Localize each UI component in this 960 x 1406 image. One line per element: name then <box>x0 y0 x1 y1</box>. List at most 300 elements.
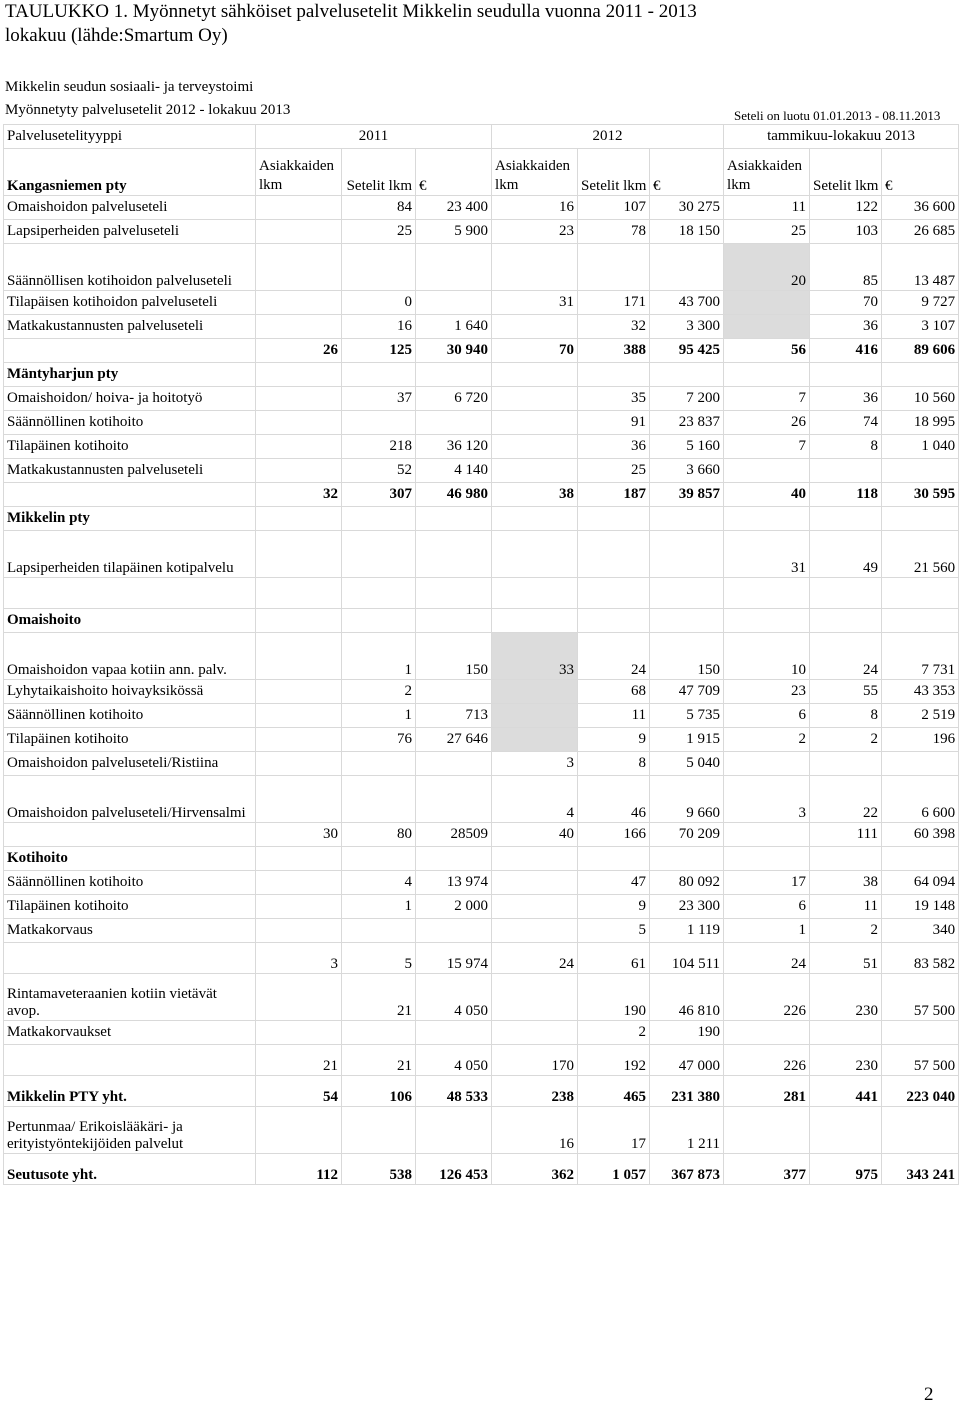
table-cell: 25 <box>724 220 810 244</box>
table-cell: 26 <box>256 339 342 363</box>
table-cell <box>650 363 724 387</box>
table-cell <box>342 578 416 609</box>
table-cell: 238 <box>492 1076 578 1107</box>
table-cell: 18 995 <box>882 411 959 435</box>
col-eur-label: € <box>419 178 427 194</box>
table-cell <box>492 531 578 578</box>
table-cell: 26 <box>724 411 810 435</box>
subtotal-row <box>4 1045 959 1076</box>
table-cell: 24 <box>810 633 882 680</box>
table-cell: 21 <box>342 974 416 1021</box>
table-cell: 39 857 <box>650 483 724 507</box>
table-cell: 28509 <box>416 823 492 847</box>
row-label: Matkakustannusten palveluseteli <box>4 459 256 483</box>
row-label: Matkakorvaus <box>4 919 256 943</box>
table-cell <box>724 1107 810 1154</box>
table-cell <box>650 244 724 291</box>
row-label <box>4 943 256 974</box>
table-cell <box>882 752 959 776</box>
table-cell <box>492 680 578 704</box>
table-cell: 11 <box>810 895 882 919</box>
row-label: Seutusote yht. <box>4 1154 256 1185</box>
table-cell <box>416 1021 492 1045</box>
table-cell: 16 <box>342 315 416 339</box>
table-cell <box>256 387 342 411</box>
subtotal-row <box>4 823 959 847</box>
table-cell: 1 040 <box>882 435 959 459</box>
table-cell <box>650 847 724 871</box>
table-cell: 70 <box>492 339 578 363</box>
table-cell: 5 900 <box>416 220 492 244</box>
table-cell: 5 040 <box>650 752 724 776</box>
table-cell <box>416 291 492 315</box>
table-cell <box>492 919 578 943</box>
row-label <box>4 1045 256 1076</box>
table-row <box>4 728 959 752</box>
table-cell <box>724 507 810 531</box>
table-cell: 218 <box>342 435 416 459</box>
table-cell: 5 160 <box>650 435 724 459</box>
table-cell <box>882 1021 959 1045</box>
table-cell: 1 119 <box>650 919 724 943</box>
table-cell: 343 241 <box>882 1154 959 1185</box>
table-cell: 13 487 <box>882 244 959 291</box>
table-cell: 30 940 <box>416 339 492 363</box>
table-cell: 25 <box>578 459 650 483</box>
table-row <box>4 1154 959 1185</box>
col-count-label: lkm <box>727 177 751 193</box>
table-row <box>4 387 959 411</box>
table-cell <box>342 507 416 531</box>
title-line-2: lokakuu (lähde:Smartum Oy) <box>5 25 228 46</box>
table-cell <box>492 728 578 752</box>
table-cell: 25 <box>342 220 416 244</box>
table-cell: 231 380 <box>650 1076 724 1107</box>
table-cell <box>492 578 578 609</box>
table-cell: 80 <box>342 823 416 847</box>
table-row <box>4 244 959 291</box>
table-row <box>4 1021 959 1045</box>
table-cell <box>416 776 492 823</box>
table-cell <box>256 871 342 895</box>
table-cell: 3 660 <box>650 459 724 483</box>
table-cell <box>416 578 492 609</box>
table-cell <box>810 363 882 387</box>
table-cell: 3 <box>256 943 342 974</box>
table-cell <box>882 1107 959 1154</box>
table-cell: 4 050 <box>416 974 492 1021</box>
table-cell: 2 <box>578 1021 650 1045</box>
table-cell: 9 660 <box>650 776 724 823</box>
row-label: Tilapäinen kotihoito <box>4 435 256 459</box>
col-clients-label: Asiakkaiden <box>495 158 571 174</box>
table-cell: 36 <box>810 387 882 411</box>
col-vouchers-label: Setelit lkm <box>346 178 412 194</box>
table-cell: 37 <box>342 387 416 411</box>
table-cell: 975 <box>810 1154 882 1185</box>
table-cell <box>256 895 342 919</box>
table-cell: 230 <box>810 974 882 1021</box>
table-row <box>4 704 959 728</box>
table-row <box>4 633 959 680</box>
table-cell <box>256 1107 342 1154</box>
table-cell: 57 500 <box>882 1045 959 1076</box>
table-cell: 23 300 <box>650 895 724 919</box>
table-row <box>4 1076 959 1107</box>
table-row <box>4 776 959 823</box>
row-label: Omaishoidon/ hoiva- ja hoitotyö <box>4 387 256 411</box>
row-label: Kotihoito <box>4 847 256 871</box>
table-cell: 23 400 <box>416 196 492 220</box>
table-cell <box>578 507 650 531</box>
column-header-vouchers <box>342 149 416 196</box>
table-cell <box>342 847 416 871</box>
table-cell <box>416 752 492 776</box>
table-cell <box>492 871 578 895</box>
table-cell: 192 <box>578 1045 650 1076</box>
table-cell <box>416 411 492 435</box>
table-cell <box>882 507 959 531</box>
table-cell: 11 <box>724 196 810 220</box>
table-cell: 4 <box>492 776 578 823</box>
table-cell: 8 <box>810 704 882 728</box>
col-count-label: lkm <box>495 177 519 193</box>
header-years-row <box>4 125 959 149</box>
table-cell: 46 980 <box>416 483 492 507</box>
table-cell: 31 <box>492 291 578 315</box>
year-header: 2011 <box>256 125 492 149</box>
year-header: tammikuu-lokakuu 2013 <box>724 125 959 149</box>
table-cell <box>256 244 342 291</box>
table-cell: 1 211 <box>650 1107 724 1154</box>
table-cell <box>650 531 724 578</box>
table-cell: 107 <box>578 196 650 220</box>
table-row <box>4 507 959 531</box>
table-cell: 36 120 <box>416 435 492 459</box>
table-cell <box>256 609 342 633</box>
table-cell <box>492 363 578 387</box>
table-row <box>4 609 959 633</box>
table-cell: 150 <box>650 633 724 680</box>
table-cell: 68 <box>578 680 650 704</box>
table-cell: 70 209 <box>650 823 724 847</box>
table-cell <box>882 363 959 387</box>
table-cell: 103 <box>810 220 882 244</box>
table-cell: 196 <box>882 728 959 752</box>
col-vouchers-label: Setelit lkm <box>581 178 647 194</box>
table-cell: 2 000 <box>416 895 492 919</box>
table-cell <box>256 459 342 483</box>
table-cell <box>342 1021 416 1045</box>
table-cell: 6 <box>724 895 810 919</box>
org-name: Mikkelin seudun sosiaali- ja terveystoimi <box>5 79 254 95</box>
table-cell <box>810 752 882 776</box>
table-cell <box>810 459 882 483</box>
table-cell: 30 <box>256 823 342 847</box>
table-cell: 5 <box>578 919 650 943</box>
table-cell: 2 <box>342 680 416 704</box>
table-cell: 190 <box>650 1021 724 1045</box>
table-cell: 35 <box>578 387 650 411</box>
table-cell: 47 <box>578 871 650 895</box>
table-cell: 89 606 <box>882 339 959 363</box>
table-cell: 7 <box>724 387 810 411</box>
table-cell: 21 560 <box>882 531 959 578</box>
col-eur-label: € <box>885 178 893 194</box>
row-label: Lapsiperheiden palveluseteli <box>4 220 256 244</box>
table-cell: 713 <box>416 704 492 728</box>
table-cell: 43 700 <box>650 291 724 315</box>
row-label: Matkakustannusten palveluseteli <box>4 315 256 339</box>
table-cell <box>882 459 959 483</box>
table-cell: 367 873 <box>650 1154 724 1185</box>
table-cell: 226 <box>724 974 810 1021</box>
table-cell: 441 <box>810 1076 882 1107</box>
table-cell <box>256 728 342 752</box>
column-header-clients <box>724 149 810 196</box>
table-cell: 10 560 <box>882 387 959 411</box>
table-cell <box>882 578 959 609</box>
table-cell: 76 <box>342 728 416 752</box>
table-cell: 38 <box>492 483 578 507</box>
row-label <box>4 339 256 363</box>
date-note: Seteli on luotu 01.01.2013 - 08.11.2013 <box>734 108 941 123</box>
table-row <box>4 895 959 919</box>
table-cell: 1 <box>342 633 416 680</box>
table-cell: 95 425 <box>650 339 724 363</box>
table-cell: 388 <box>578 339 650 363</box>
subtitle: Myönnetyty palvelusetelit 2012 - lokakuu 2013 <box>5 102 291 118</box>
table-cell <box>492 411 578 435</box>
table-cell: 15 974 <box>416 943 492 974</box>
table-cell <box>256 531 342 578</box>
column-header-vouchers <box>578 149 650 196</box>
table-cell: 36 <box>810 315 882 339</box>
table-cell: 46 810 <box>650 974 724 1021</box>
table-cell: 64 094 <box>882 871 959 895</box>
table-cell: 7 <box>724 435 810 459</box>
table-cell: 23 837 <box>650 411 724 435</box>
table-cell <box>256 578 342 609</box>
table-cell <box>578 363 650 387</box>
table-cell: 1 640 <box>416 315 492 339</box>
table-cell: 538 <box>342 1154 416 1185</box>
page-number: 2 <box>924 1384 934 1405</box>
row-label <box>4 823 256 847</box>
table-cell <box>724 291 810 315</box>
table-cell <box>882 609 959 633</box>
table-row <box>4 752 959 776</box>
table-cell: 3 <box>492 752 578 776</box>
row-label: Säännöllinen kotihoito <box>4 411 256 435</box>
table-cell: 1 915 <box>650 728 724 752</box>
table-cell <box>256 752 342 776</box>
table-cell: 17 <box>724 871 810 895</box>
table-cell: 7 200 <box>650 387 724 411</box>
voucher-table <box>3 124 959 1185</box>
table-cell: 226 <box>724 1045 810 1076</box>
table-cell: 11 <box>578 704 650 728</box>
table-cell: 40 <box>492 823 578 847</box>
table-cell <box>256 435 342 459</box>
table-cell <box>416 609 492 633</box>
column-header-eur <box>650 149 724 196</box>
table-cell: 31 <box>724 531 810 578</box>
row-label: Säännöllisen kotihoidon palveluseteli <box>4 244 256 291</box>
table-cell <box>416 244 492 291</box>
table-cell: 85 <box>810 244 882 291</box>
table-cell: 43 353 <box>882 680 959 704</box>
table-cell <box>724 315 810 339</box>
col-clients-label: Asiakkaiden <box>727 158 803 174</box>
table-row <box>4 196 959 220</box>
table-cell <box>724 609 810 633</box>
row-label: Säännöllinen kotihoito <box>4 871 256 895</box>
table-cell: 30 275 <box>650 196 724 220</box>
table-cell: 60 398 <box>882 823 959 847</box>
table-cell: 230 <box>810 1045 882 1076</box>
table-cell: 9 <box>578 895 650 919</box>
table-cell <box>256 220 342 244</box>
table-cell: 33 <box>492 633 578 680</box>
table-row <box>4 531 959 578</box>
table-cell: 5 735 <box>650 704 724 728</box>
table-cell <box>416 507 492 531</box>
row-label: Mikkelin pty <box>4 507 256 531</box>
table-cell <box>342 776 416 823</box>
table-cell: 46 <box>578 776 650 823</box>
table-cell: 26 685 <box>882 220 959 244</box>
table-cell: 1 <box>724 919 810 943</box>
table-cell <box>492 435 578 459</box>
subtotal-row <box>4 483 959 507</box>
table-cell: 57 500 <box>882 974 959 1021</box>
table-cell: 1 <box>342 704 416 728</box>
table-cell: 54 <box>256 1076 342 1107</box>
table-cell: 23 <box>724 680 810 704</box>
table-cell: 125 <box>342 339 416 363</box>
table-cell <box>416 531 492 578</box>
table-cell: 6 600 <box>882 776 959 823</box>
table-cell <box>578 531 650 578</box>
table-cell: 55 <box>810 680 882 704</box>
table-cell <box>256 680 342 704</box>
table-cell <box>256 363 342 387</box>
table-cell: 47 709 <box>650 680 724 704</box>
table-cell: 4 <box>342 871 416 895</box>
table-cell: 171 <box>578 291 650 315</box>
table-row <box>4 974 959 1021</box>
table-cell <box>492 974 578 1021</box>
table-cell <box>578 244 650 291</box>
table-cell <box>342 609 416 633</box>
table-cell <box>416 1107 492 1154</box>
col-clients-label: Asiakkaiden <box>259 158 334 174</box>
col-eur-label: € <box>653 178 661 194</box>
table-cell: 377 <box>724 1154 810 1185</box>
table-cell: 51 <box>810 943 882 974</box>
table-cell: 150 <box>416 633 492 680</box>
table-cell: 4 050 <box>416 1045 492 1076</box>
table-cell <box>650 507 724 531</box>
table-cell <box>492 847 578 871</box>
table-cell <box>492 244 578 291</box>
table-cell: 5 <box>342 943 416 974</box>
table-cell <box>810 507 882 531</box>
table-row <box>4 1107 959 1154</box>
table-cell <box>882 847 959 871</box>
row-label <box>4 578 256 609</box>
table-cell: 80 092 <box>650 871 724 895</box>
table-row <box>4 435 959 459</box>
table-cell: 8 <box>578 752 650 776</box>
header-columns-row <box>4 149 959 196</box>
table-cell <box>578 609 650 633</box>
table-cell: 32 <box>256 483 342 507</box>
table-cell: 1 <box>342 895 416 919</box>
table-cell: 18 150 <box>650 220 724 244</box>
table-cell <box>256 315 342 339</box>
table-cell <box>256 974 342 1021</box>
table-cell <box>256 196 342 220</box>
table-cell <box>342 363 416 387</box>
table-cell <box>650 578 724 609</box>
table-cell <box>578 578 650 609</box>
row-label: Tilapäisen kotihoidon palveluseteli <box>4 291 256 315</box>
table-cell: 3 <box>724 776 810 823</box>
table-cell: 223 040 <box>882 1076 959 1107</box>
table-cell: 16 <box>492 196 578 220</box>
table-row <box>4 315 959 339</box>
col-count-label: lkm <box>259 177 283 193</box>
table-row <box>4 680 959 704</box>
subtotal-row <box>4 578 959 609</box>
table-cell <box>724 823 810 847</box>
table-cell <box>492 609 578 633</box>
subtotal-row <box>4 943 959 974</box>
table-cell: 22 <box>810 776 882 823</box>
table-cell: 23 <box>492 220 578 244</box>
table-cell: 30 595 <box>882 483 959 507</box>
row-label: Omaishoito <box>4 609 256 633</box>
table-cell: 24 <box>724 943 810 974</box>
table-cell <box>342 244 416 291</box>
table-cell <box>342 531 416 578</box>
table-cell: 7 731 <box>882 633 959 680</box>
table-cell: 126 453 <box>416 1154 492 1185</box>
table-cell <box>492 459 578 483</box>
table-cell: 9 727 <box>882 291 959 315</box>
table-cell: 111 <box>810 823 882 847</box>
table-cell: 20 <box>724 244 810 291</box>
table-cell: 56 <box>724 339 810 363</box>
col-vouchers-label: Setelit lkm <box>813 178 879 194</box>
table-cell <box>256 507 342 531</box>
table-cell: 36 600 <box>882 196 959 220</box>
table-cell: 84 <box>342 196 416 220</box>
table-cell <box>650 609 724 633</box>
table-cell: 78 <box>578 220 650 244</box>
table-cell: 8 <box>810 435 882 459</box>
table-cell <box>416 919 492 943</box>
table-cell: 112 <box>256 1154 342 1185</box>
table-cell <box>342 411 416 435</box>
table-cell: 16 <box>492 1107 578 1154</box>
table-cell <box>492 1021 578 1045</box>
table-cell: 70 <box>810 291 882 315</box>
table-cell: 281 <box>724 1076 810 1107</box>
table-cell: 6 <box>724 704 810 728</box>
